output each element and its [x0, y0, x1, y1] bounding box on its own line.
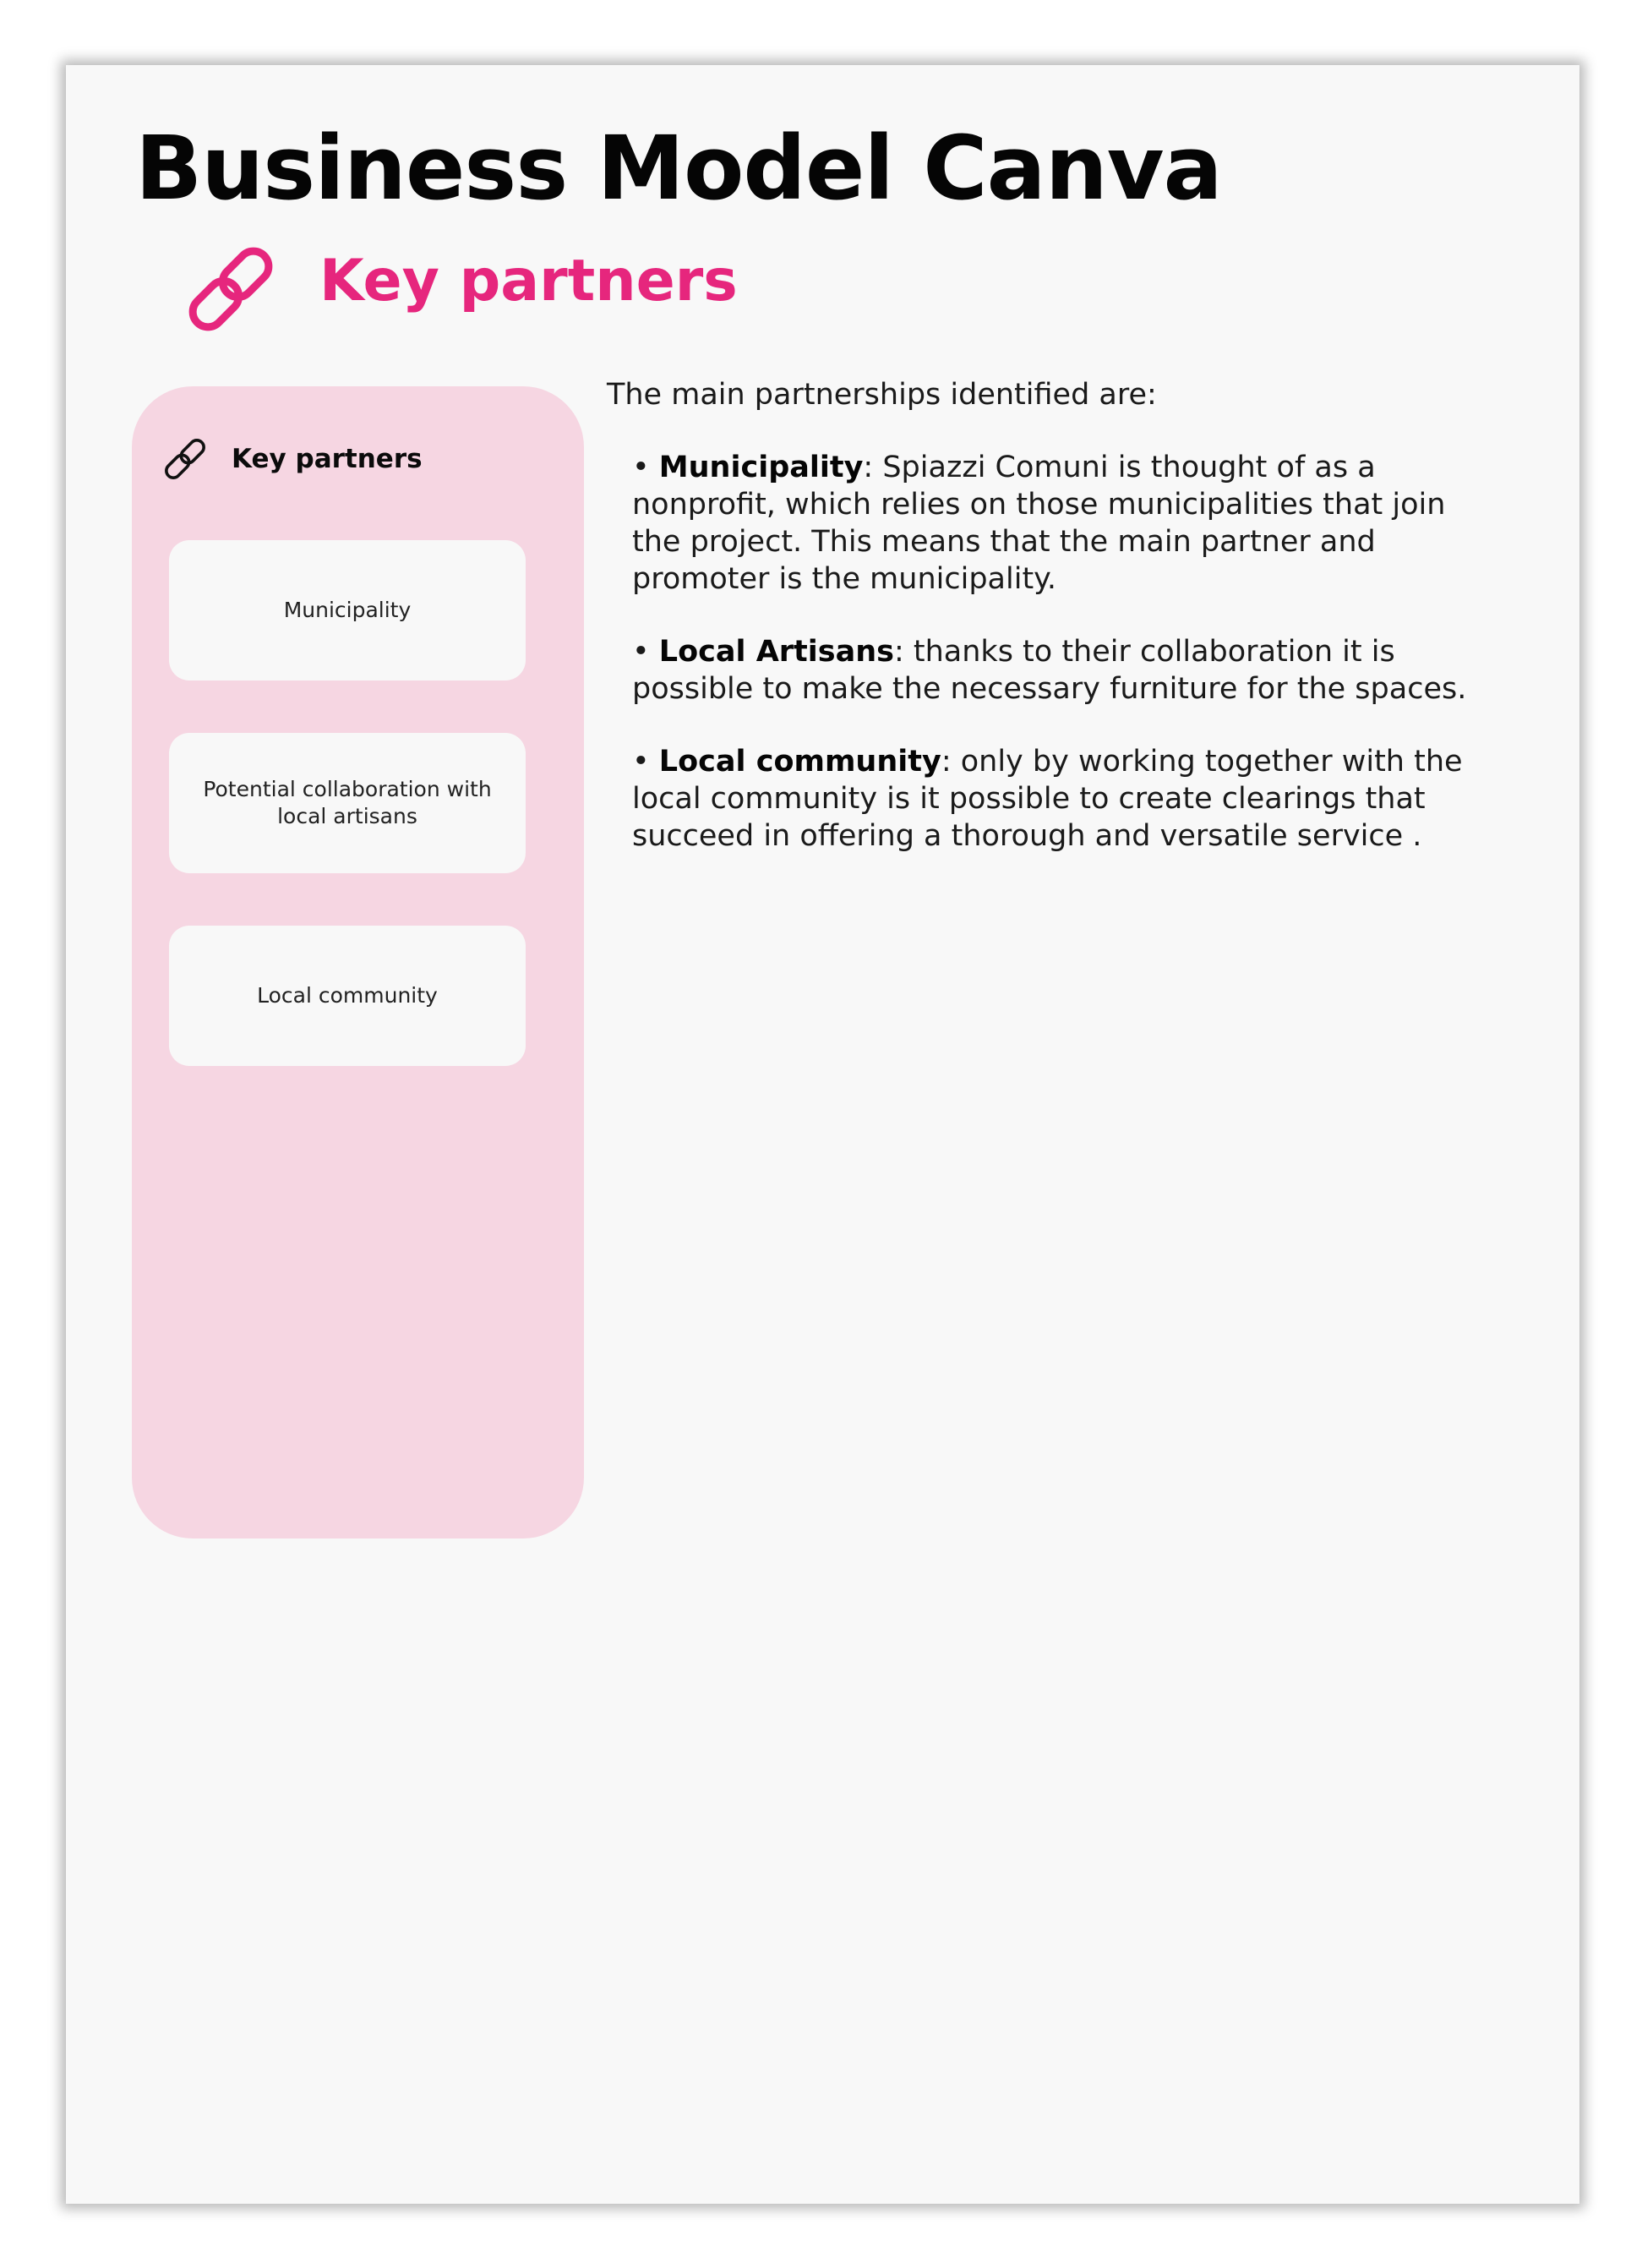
- bullet-local-artisans: [632, 633, 1477, 708]
- bullet-marker: •: [632, 451, 650, 484]
- panel-title: Key partners: [232, 444, 423, 474]
- bullet-term: Local community: [658, 745, 941, 779]
- partner-card-community: [169, 926, 526, 1066]
- bullet-text: : only by working together with the local community is it possible to create clearings that succeed in offering a thorough and versatile service .: [632, 745, 1463, 853]
- partnerships-description: [607, 376, 1519, 890]
- chain-link-icon: [159, 433, 211, 485]
- bullet-text: : thanks to their collaboration it is possible to make the necessary furniture for the spaces.: [632, 635, 1467, 706]
- section-title: Key partners: [319, 248, 738, 314]
- bullet-marker: •: [632, 745, 650, 779]
- document-page: [66, 65, 1579, 2204]
- partner-card-municipality: [169, 540, 526, 680]
- key-partners-panel: [132, 386, 584, 1538]
- intro-text: The main partnerships identified are:: [607, 378, 1157, 412]
- bullet-local-community: [632, 743, 1477, 855]
- page-title: Business Model Canva: [135, 117, 1222, 220]
- bullet-text: : Spiazzi Comuni is thought of as a nonprofit, which relies on those municipalities that join the project. This means that the main partner and promoter is the municipality.: [632, 451, 1446, 596]
- bullet-municipality: [632, 449, 1477, 598]
- panel-header: [159, 434, 423, 484]
- bullet-marker: •: [632, 635, 650, 669]
- card-label: Local community: [257, 982, 438, 1008]
- card-label: Municipality: [283, 597, 412, 622]
- bullet-term: Local Artisans: [658, 635, 894, 669]
- bullet-term: Municipality: [658, 451, 864, 484]
- partner-card-artisans: [169, 733, 526, 873]
- card-label: Potential collaboration with local artisans: [203, 776, 492, 828]
- chain-link-icon: [180, 238, 281, 340]
